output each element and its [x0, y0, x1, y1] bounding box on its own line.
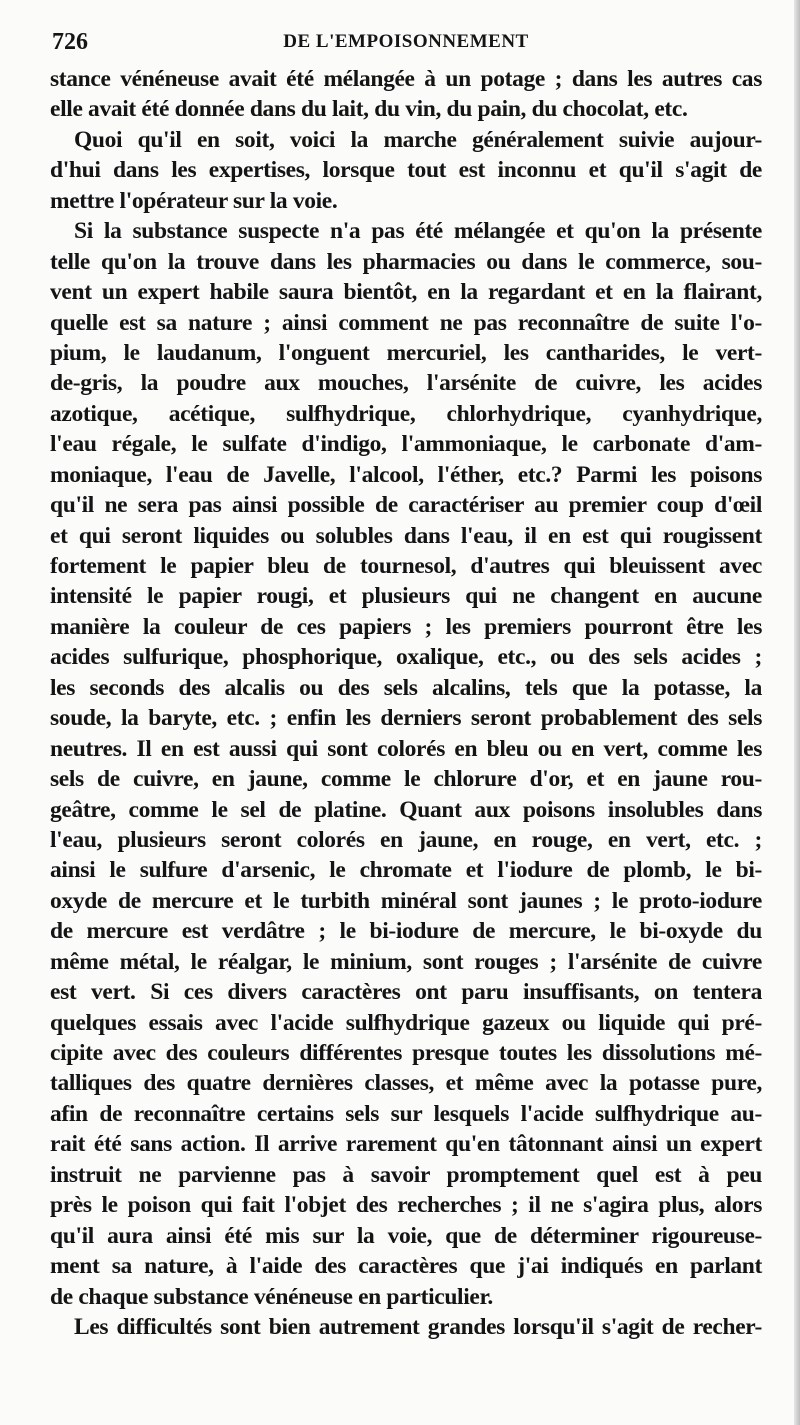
- text-line: oxyde de mercure et le turbith minéral sont jaunes ; le proto-iodure: [50, 887, 762, 914]
- text-line: Les difficultés sont bien autrement grandes lorsqu'il s'agit de recher-: [74, 1313, 762, 1340]
- text-line: les seconds des alcalis ou des sels alcalins, tels que la potasse, la: [50, 674, 762, 701]
- text-line: manière la couleur de ces papiers ; les premiers pourront être les: [50, 613, 762, 640]
- text-line: de chaque substance vénéneuse en particulier.: [50, 1283, 493, 1310]
- text-line: d'hui dans les expertises, lorsque tout est inconnu et qu'il s'agit de: [50, 157, 762, 184]
- text-line: talliques des quatre dernières classes, et même avec la potasse pure,: [50, 1070, 762, 1097]
- text-line: azotique, acétique, sulfhydrique, chlorhydrique, cyanhydrique,: [50, 400, 762, 427]
- text-line: acides sulfurique, phosphorique, oxalique, etc., ou des sels acides ;: [50, 644, 762, 671]
- text-line: moniaque, l'eau de Javelle, l'alcool, l'éther, etc.? Parmi les poisons: [50, 461, 762, 488]
- text-line: vent un expert habile saura bientôt, en la regardant et en la flairant,: [50, 279, 762, 306]
- text-line: et qui seront liquides ou solubles dans l'eau, il en est qui rougissent: [50, 522, 762, 549]
- page-number: 726: [52, 29, 88, 55]
- text-line: soude, la baryte, etc. ; enfin les derniers seront probablement des sels: [50, 705, 762, 732]
- text-line: l'eau régale, le sulfate d'indigo, l'ammoniaque, le carbonate d'am-: [50, 431, 762, 458]
- text-line: instruit ne parvienne pas à savoir promptement quel est à peu: [50, 1161, 762, 1188]
- page-edge: [794, 0, 800, 1425]
- text-line: de-gris, la poudre aux mouches, l'arsénite de cuivre, les acides: [50, 370, 762, 397]
- text-line: Quoi qu'il en soit, voici la marche généralement suivie aujour-: [74, 126, 762, 153]
- text-line: qu'il aura ainsi été mis sur la voie, que de déterminer rigoureuse-: [50, 1222, 762, 1249]
- text-line: près le poison qui fait l'objet des recherches ; il ne s'agira plus, alors: [50, 1192, 762, 1219]
- text-line: stance vénéneuse avait été mélangée à un potage ; dans les autres cas: [50, 66, 762, 92]
- body-text: [50, 64, 762, 1342]
- text-line: ainsi le sulfure d'arsenic, le chromate et l'iodure de plomb, le bi-: [50, 857, 762, 884]
- text-line: afin de reconnaître certains sels sur lesquels l'acide sulfhydrique au-: [50, 1100, 762, 1127]
- text-line: Si la substance suspecte n'a pas été mélangée et qu'on la présente: [74, 218, 762, 245]
- text-line: l'eau, plusieurs seront colorés en jaune, en rouge, en vert, etc. ;: [50, 826, 762, 853]
- text-line: neutres. Il en est aussi qui sont colorés en bleu ou en vert, comme les: [50, 735, 762, 762]
- text-line: fortement le papier bleu de tournesol, d'autres qui bleuissent avec: [50, 553, 762, 579]
- text-line: quelle est sa nature ; ainsi comment ne pas reconnaître de suite l'o-: [50, 309, 762, 336]
- text-line: intensité le papier rougi, et plusieurs qui ne changent en aucune: [50, 583, 762, 610]
- text-line: ment sa nature, à l'aide des caractères que j'ai indiqués en parlant: [50, 1253, 762, 1280]
- text-line: qu'il ne sera pas ainsi possible de caractériser au premier coup d'œil: [50, 492, 762, 519]
- text-line: de mercure est verdâtre ; le bi-iodure de mercure, le bi-oxyde du: [50, 918, 762, 945]
- page-header: [52, 26, 760, 58]
- text-line: même métal, le réalgar, le minium, sont rouges ; l'arsénite de cuivre: [50, 948, 762, 975]
- text-line: mettre l'opérateur sur la voie.: [50, 187, 338, 214]
- text-line: est vert. Si ces divers caractères ont paru insuffisants, on tentera: [50, 979, 762, 1006]
- text-line: cipite avec des couleurs différentes presque toutes les dissolutions mé-: [50, 1040, 762, 1066]
- text-line: elle avait été donnée dans du lait, du vin, du pain, du chocolat, etc.: [50, 96, 688, 123]
- text-line: quelques essais avec l'acide sulfhydrique gazeux ou liquide qui pré-: [50, 1009, 762, 1036]
- text-line: telle qu'on la trouve dans les pharmacies ou dans le commerce, sou-: [50, 248, 762, 275]
- running-title: DE L'EMPOISONNEMENT: [283, 31, 529, 52]
- text-line: geâtre, comme le sel de platine. Quant aux poisons insolubles dans: [50, 796, 762, 823]
- text-line: pium, le laudanum, l'onguent mercuriel, les cantharides, le vert-: [50, 339, 762, 366]
- text-line: rait été sans action. Il arrive rarement qu'en tâtonnant ainsi un expert: [50, 1131, 762, 1158]
- text-line: sels de cuivre, en jaune, comme le chlorure d'or, et en jaune rou-: [50, 766, 762, 793]
